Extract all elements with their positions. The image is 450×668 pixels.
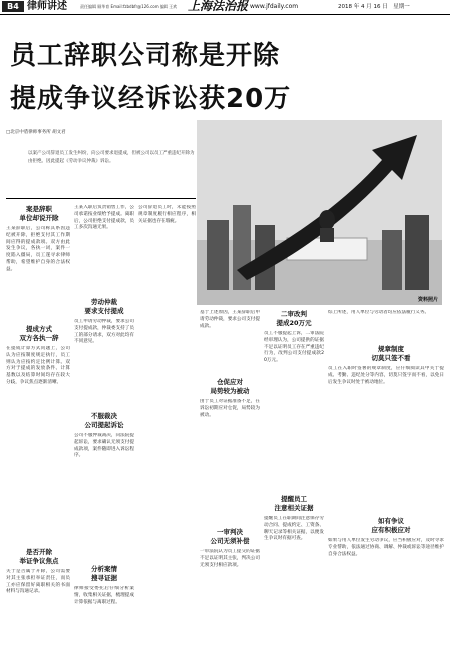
- col2-subhead-5: 分析案情: [91, 565, 117, 573]
- article-photo: [197, 120, 442, 305]
- col1-text-block-1: 王某辞职后，公司称其系因违纪被开除，拒绝支付其工作期间应得的提成款项。双方由此发生争议，各执一词，案件一度陷入僵局，员工遂寻求律师帮助，希望维护自身的合法权益。: [6, 226, 70, 272]
- col1-subhead-4: 双方各执一辞: [19, 334, 59, 342]
- photo-credit: 资料照片: [417, 297, 438, 303]
- col1-subhead-2: 单位却说开除: [19, 214, 59, 222]
- headline-line-2: 提成争议经诉讼获20万: [10, 84, 292, 114]
- byline: □北京中盾律师事务所 胡文君: [6, 130, 66, 135]
- section-badge: B4: [2, 1, 24, 12]
- col5-subhead-3: 如有争议: [378, 517, 404, 525]
- col4-subhead-2: 提成20万元: [276, 319, 312, 327]
- headline-line-1: 员工辞职公司称是开除: [10, 41, 281, 71]
- col5-subhead-2: 切莫只签不看: [371, 354, 411, 362]
- col5-text-block-2: 如果与用人单位发生劳动争议，应当积极应对，及时寻求专业帮助，依法通过协商、调解、仲裁或诉讼等途径维护自身合法权益。: [328, 538, 444, 557]
- col2-subhead-2: 要求支付提成: [84, 307, 124, 315]
- col1-subhead-3: 提成方式: [26, 325, 52, 333]
- col5-text-block-1: 员工在入职时签署的规章制度，应仔细阅读其中关于提成、考勤、违纪处分等内容，切莫只签字而不看，以免日后发生争议时处于被动地位。: [328, 366, 444, 385]
- col4-text-block-1: 员工不服提起上诉，二审法院经审理认为，公司提供的证据不足以证明员工存在严重违纪行为，改判公司支付提成款20万元。: [264, 331, 324, 364]
- col3-subhead-3: 一审判决: [217, 528, 243, 536]
- col1-subhead-6: 举证争议焦点: [19, 557, 59, 565]
- col3-text-block-1b: 基于上述原因，王某辞职后申请劳动仲裁，要求公司支付提成款。: [200, 310, 260, 329]
- col4-subhead-1: 二审改判: [281, 310, 307, 318]
- col5-text-block-0: 综上所述，用人单位与劳动者均应依法履行义务。: [328, 310, 430, 315]
- col3-subhead-4: 公司无须补偿: [210, 537, 250, 545]
- col3-subhead-1: 仓促应对: [217, 378, 243, 386]
- issue-date: 2018 年 4 月 16 日 星期一: [338, 4, 410, 10]
- col2-text-block-1: 王某入职后负责销售工作，公司承诺按业绩给予提成。离职后，公司拒绝支付提成款，员工多次沟通无果。: [74, 205, 134, 231]
- col3-text-block-1: 公司辞退员工时，未能按照规章制度履行相应程序，相关证据也存在瑕疵。: [138, 205, 196, 224]
- col3-text-block-3: 一审法院认为员工提交的证据不足以证明其主张，判决公司无须支付相应款项。: [200, 549, 260, 568]
- col5-subhead-1: 规章制度: [378, 345, 404, 353]
- col2-text-block-3: 公司不服仲裁裁决，向法院提起诉讼，要求确认无须支付提成款项，案件随即进入诉讼程序。: [74, 433, 134, 459]
- col3-subhead-2: 局势较为被动: [210, 387, 250, 395]
- col3-text-block-2: 由于员工对证据准备不足，在诉讼初期应对仓促，局势较为被动。: [200, 399, 260, 418]
- editor-credits: 责任编辑 顾华育 Email:fzbdbfr@126.com 编辑 王欢: [80, 4, 178, 9]
- col2-subhead-4: 公司提起诉讼: [84, 421, 124, 429]
- col2-subhead-3: 不服裁决: [91, 412, 117, 420]
- lead-divider: [6, 198, 196, 199]
- col2-text-block-4: 律师接受委托后仔细分析案情，收集相关证据，梳理提成计算依据与离职过程。: [74, 586, 134, 605]
- col1-subhead-1: 案是辞职: [26, 205, 52, 213]
- col2-subhead-6: 搜寻证据: [91, 574, 117, 582]
- col1-text-block-2: 在提成计算方式问题上，公司认为应按制度规定执行，员工则认为应按约定比例计算。双方对于提成的发放条件、计算基数以及结算时间均存在较大分歧，争议焦点逐渐清晰。: [6, 346, 70, 385]
- col5-subhead-4: 应有积极应对: [371, 526, 411, 534]
- col2-text-block-2: 员工申请劳动仲裁，要求公司支付提成款，仲裁委支持了员工的部分请求，双方对此均有不同意见。: [74, 319, 134, 345]
- col1-text-block-3: 关于是否属于开除，公司需要对其主张承担举证责任，而员工亦应保留好离职相关的书面材料与沟通记录。: [6, 569, 70, 595]
- rising-arrow-illustration: [197, 120, 442, 305]
- col4-text-block-2: 提醒员工在职期间注意保存劳动合同、提成约定、工资条、聊天记录等相关证据，以便发生争议时有据可查。: [264, 516, 324, 542]
- col4-subhead-4: 注意相关证据: [274, 504, 314, 512]
- col4-subhead-3: 提醒员工: [281, 495, 307, 503]
- col1-subhead-5: 是否开除: [26, 548, 52, 556]
- website-url: www.jfdaily.com: [250, 3, 299, 10]
- col2-subhead-1: 劳动仲裁: [91, 298, 117, 306]
- article-lead: 以案产公司辞退员工发生纠纷，向公司要求退提成，但被公司以员工严重违纪开除为由拒绝。因此提起《劳动争议仲裁》诉讼。: [28, 151, 195, 164]
- page-header: [0, 0, 450, 15]
- section-title: 律师讲述: [27, 1, 67, 12]
- newspaper-masthead: 上海法治报: [188, 0, 249, 13]
